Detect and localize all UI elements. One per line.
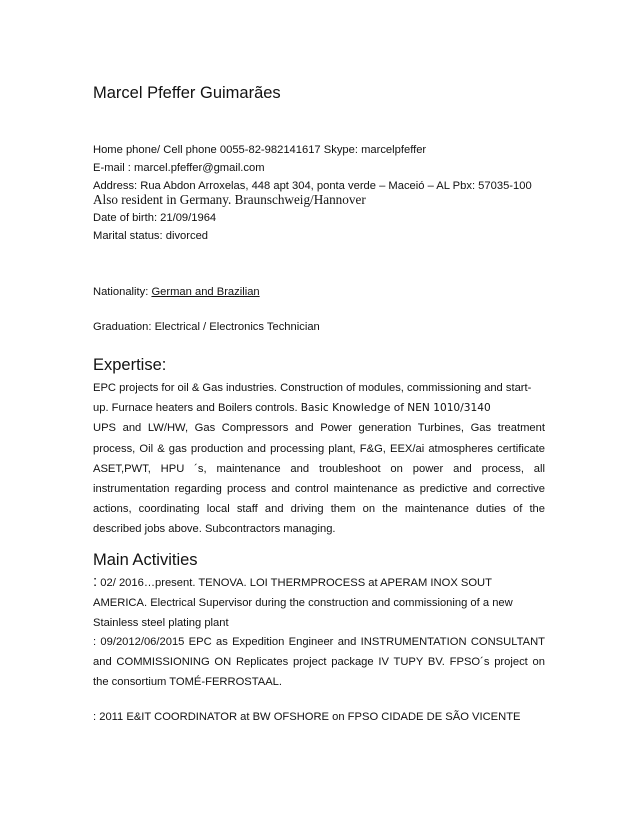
expertise-text-a-block [93, 378, 545, 418]
activity-item-1-text: 02/ 2016…present. TENOVA. LOI THERMPROCESS at APERAM INOX SOUT AMERICA. Electrical Supervisor during the construction and commissioning of a new Stainless steel plating plant [93, 577, 513, 630]
expertise-text-a: EPC projects for oil & Gas industries. Construction of modules, commissioning and start-up. Furnace heaters and Boilers controls. [93, 382, 532, 415]
address-line: Address: Rua Abdon Arroxelas, 448 apt 304, ponta verde – Maceió – AL Pbx: 57035-100 [93, 180, 532, 192]
expertise-text-c: UPS and LW/HW, Gas Compressors and Power generation Turbines, Gas treatment process, Oil & gas production and processing plant, F&G, EEX/ai atmospheres certificate ASET,PWT, HPU ´s, maintenance and troubleshoot on power and process, all instrumentation regarding process and control maintenance as predictive and corrective actions, coordinating local staff and driving them on the maintenance duties of the described jobs above. Subcontractors managing. [93, 422, 545, 536]
also-resident-line: Also resident in Germany. Braunschweig/Hannover [93, 192, 366, 207]
activity-item-1 [93, 572, 545, 634]
main-activities-heading: Main Activities [93, 551, 198, 569]
phone-line: Home phone/ Cell phone 0055-82-982141617 Skype: marcelpfeffer [93, 144, 427, 156]
nationality-value: German and Brazilian [151, 286, 260, 298]
activity-item-2: : 09/2012/06/2015 EPC as Expedition Engineer and INSTRUMENTATION CONSULTANT and COMMISSIONING ON Replicates project package IV TUPY BV. FPSO´s project on the consortium TOMÉ-FERROSTAAL. [93, 636, 545, 689]
expertise-paragraph [93, 378, 545, 540]
graduation-line: Graduation: Electrical / Electronics Technician [93, 321, 320, 333]
expertise-heading: Expertise: [93, 356, 167, 374]
birth-date-line: Date of birth: 21/09/1964 [93, 212, 217, 224]
nationality-label: Nationality: [93, 286, 152, 298]
activity-item-1-colon: : [93, 573, 98, 590]
candidate-name: Marcel Pfeffer Guimarães [93, 84, 281, 102]
marital-status-line: Marital status: divorced [93, 230, 209, 242]
nationality-line [93, 286, 260, 298]
email-line: E-mail : marcel.pfeffer@gmail.com [93, 162, 265, 174]
activity-item-3: : 2011 E&IT COORDINATOR at BW OFSHORE on FPSO CIDADE DE SÃO VICENTE [93, 711, 521, 723]
expertise-text-b: Basic Knowledge of NEN 1010/3140 [300, 402, 491, 415]
